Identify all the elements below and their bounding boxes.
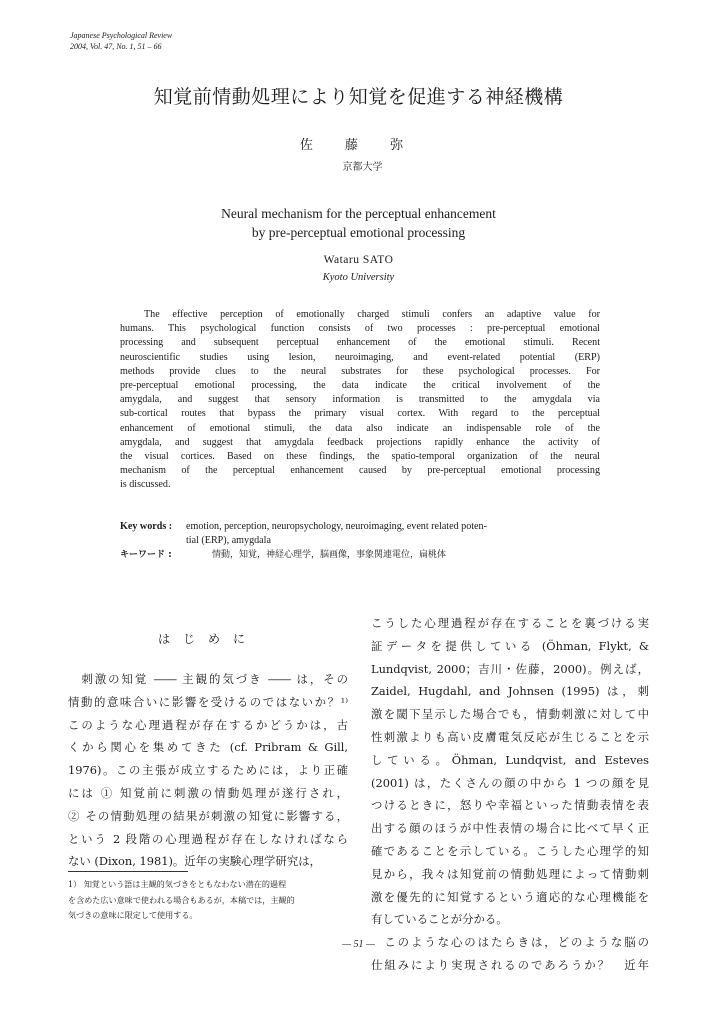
abstract <box>120 308 600 493</box>
footnote-line: 気づきの意味に限定して使用する。 <box>68 910 198 920</box>
body-line: 出する顔のほうが中性表情の場合に比べて早く正 <box>371 821 649 836</box>
abstract-line: amygdala, and suggest that sensory information is transmitted to the amygdala via <box>120 394 600 406</box>
abstract-line: is discussed. <box>120 479 171 491</box>
abstract-line: humans. This psychological function consists of two processes : pre-perceptual emotional <box>120 323 600 335</box>
body-line: 刺激の知覚 ―― 主観的気づき ―― は，その <box>68 672 348 686</box>
body-line: 1976)。この主張が成立するためには，より正確 <box>68 763 348 778</box>
body-line: このような心理過程が存在するかどうかは，古 <box>68 717 348 732</box>
keywords-english-row-2 <box>120 534 600 548</box>
footnote-divider <box>68 871 188 872</box>
body-left-column <box>68 668 348 873</box>
body-line: つけるときに，怒りや幸福といった情動表情を表 <box>371 798 649 813</box>
title-japanese: 知覚前情動処理により知覚を促進する神経機構 <box>153 86 564 108</box>
journal-name: Japanese Psychological Review <box>70 31 173 40</box>
abstract-line: the visual cortices. Based on these findings, the spatio-temporal organization of the neural <box>120 451 600 463</box>
keywords-japanese-row <box>120 548 600 562</box>
author-english: Wataru SATO <box>323 254 394 266</box>
page-number: — 51 — <box>342 939 375 950</box>
keywords-english-text-2: tial (ERP), amygdala <box>186 535 271 547</box>
body-line: には ① 知覚前に刺激の情動処理が遂行され， <box>68 785 348 800</box>
keywords-english-label: Key words : <box>120 521 173 532</box>
abstract-line: pre-perceptual emotional processing, the data indicate the critical involvement of the <box>120 380 600 392</box>
affiliation-english: Kyoto University <box>322 272 395 283</box>
abstract-line: mechanism of the perceptual enhancement caused by pre-perceptual emotional processing <box>120 465 600 477</box>
body-line: こうした心理過程が存在することを裏づける実 <box>371 616 649 630</box>
body-line: 激を優先的に知覚するという適応的な心理機能を <box>371 889 649 904</box>
keywords-block <box>120 520 600 563</box>
body-line: 有していることが分かる。 <box>371 912 508 927</box>
abstract-line: sub-cortical routes that bypass the primary visual cortex. With regard to the perceptual <box>120 408 600 420</box>
abstract-line: enhancement of emotional stimuli, the data also indicate an indispensable role of the <box>120 422 600 434</box>
author-japanese <box>0 134 717 153</box>
title-english <box>0 204 717 242</box>
body-line: 仕組みにより実現されるのであろうか？ 近年 <box>371 957 649 972</box>
body-right-column <box>371 612 649 977</box>
body-line: という 2 段階の心理過程が存在しなければなら <box>68 831 348 846</box>
keywords-japanese-text: 情動，知覚，神経心理学，脳画像，事象関連電位，扁桃体 <box>212 550 447 561</box>
title-english-line-1: Neural mechanism for the perceptual enhancement <box>221 206 496 221</box>
abstract-line: methods provide clues to the neural substrates for these psychological processes. For <box>120 365 600 377</box>
keywords-japanese-label: キーワード : <box>120 550 172 561</box>
footnote-line: を含めた広い意味で使われる場合もあるが，本稿では，主観的 <box>68 894 295 905</box>
body-line: 情動的意味合いに影響を受けるのではないか？¹⁾ <box>68 694 348 709</box>
body-line: 確であることを示している。こうした心理学的知 <box>371 843 649 858</box>
body-line: くから関心を集めてきた (cf. Pribram & Gill, <box>68 740 348 755</box>
author-japanese-text: 佐 藤 弥 <box>299 138 418 153</box>
body-line: 証データを提供している (Öhman, Flykt, & <box>371 638 649 653</box>
body-line: このような心のはたらきは，どのような脳の <box>371 935 649 950</box>
abstract-line: amygdala, and suggest that amygdala feedback projections rapidly enhance the activity of <box>120 436 600 448</box>
body-line: 激を閾下呈示した場合でも，情動刺激に対して中 <box>371 707 649 722</box>
body-line: している。Öhman, Lundqvist, and Esteves <box>371 752 649 767</box>
body-line: (2001) は，たくさんの顔の中から 1 つの顔を見 <box>371 775 649 790</box>
abstract-line: processing and subsequent perceptual enhancement of the emotional stimuli. Recent <box>120 337 600 349</box>
body-line: ② その情動処理の結果が刺激の知覚に影響する， <box>68 808 348 823</box>
abstract-line: neuroscientific studies using lesion, neuroimaging, and event-related potential (ERP) <box>120 351 600 363</box>
journal-issue: 2004, Vol. 47, No. 1, 51 – 66 <box>70 42 162 51</box>
section-heading-introduction: はじめに <box>157 632 258 646</box>
body-line: Lundqvist, 2000；吉川・佐藤，2000)。例えば， <box>371 661 649 676</box>
footnote <box>68 877 352 924</box>
keywords-english-text: emotion, perception, neuropsychology, neuroimaging, event related poten- <box>186 521 487 532</box>
footnote-line: 1） 知覚という語は主観的気づきをともなわない潜在的過程 <box>68 879 287 889</box>
body-line: ない (Dixon, 1981)。近年の実験心理学研究は， <box>68 854 321 869</box>
body-line: 性刺激よりも高い皮膚電気反応が生じることを示 <box>371 729 649 744</box>
abstract-line: The effective perception of emotionally charged stimuli confers an adaptive value for <box>144 309 600 320</box>
title-english-line-2: by pre-perceptual emotional processing <box>251 225 466 240</box>
keywords-spacer <box>120 534 186 548</box>
journal-header <box>70 30 172 52</box>
body-line: Zaidel, Hugdahl, and Johnsen (1995) は，刺 <box>371 684 649 699</box>
affiliation-japanese: 京都大学 <box>342 162 383 173</box>
keywords-english-row <box>120 520 600 534</box>
body-line: 見から，我々は知覚前の情動処理によって情動刺 <box>371 866 649 881</box>
